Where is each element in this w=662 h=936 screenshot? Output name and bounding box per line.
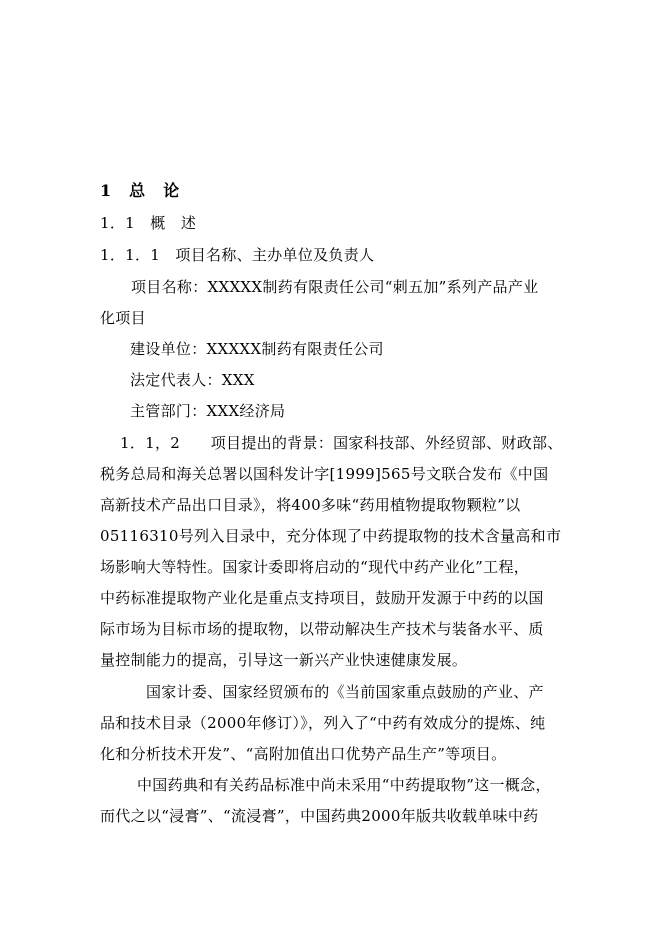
builder-line: 建设单位：XXXXX制药有限责任公司 <box>130 340 384 358</box>
background-line-1: 1．1，2 项目提出的背景：国家科技部、外经贸部、财政部、 <box>120 434 563 452</box>
background-line-6: 中药标准提取物产业化是重点支持项目，鼓励开发源于中药的以国 <box>100 589 544 607</box>
pharmacopoeia-line-2: 而代之以“浸膏”、“流浸膏”，中国药典2000年版共收载单味中药 <box>100 807 539 825</box>
background-line-2: 税务总局和海关总署以国科发计字[1999]565号文联合发布《中国 <box>100 465 549 483</box>
pharmacopoeia-line-1: 中国药典和有关药品标准中尚未采用“中药提取物”这一概念， <box>137 776 551 794</box>
background-line-8: 量控制能力的提高，引导这一新兴产业快速健康发展。 <box>100 651 468 669</box>
background-line-4: 05116310号列入目录中，充分体现了中药提取物的技术含量高和市 <box>100 527 562 545</box>
catalog-line-1: 国家计委、国家经贸颁布的《当前国家重点鼓励的产业、产 <box>146 683 544 701</box>
heading-chapter: 1 总 论 <box>100 181 181 200</box>
legal-rep-line: 法定代表人：XXX <box>130 371 255 389</box>
heading-section: 1．1 概 述 <box>100 214 197 232</box>
heading-subsection: 1．1．1 项目名称、主办单位及负责人 <box>100 246 375 264</box>
background-line-5: 场影响大等特性。国家计委即将启动的“现代中药产业化”工程， <box>100 558 530 576</box>
project-name-line-1: 项目名称：XXXXX制药有限责任公司“刺五加”系列产品产业 <box>131 278 539 296</box>
background-line-3: 高新技术产品出口目录》，将400多味“药用植物提取物颗粒”以 <box>100 496 521 514</box>
catalog-line-2: 品和技术目录（2000年修订）》，列入了“中药有效成分的提炼、纯 <box>100 714 546 732</box>
project-name-line-2: 化项目 <box>100 309 146 327</box>
catalog-line-3: 化和分析技术开发”、“高附加值出口优势产品生产”等项目。 <box>100 745 507 763</box>
background-line-7: 际市场为目标市场的提取物，以带动解决生产技术与装备水平、质 <box>100 620 544 638</box>
authority-line: 主管部门：XXX经济局 <box>130 402 286 420</box>
